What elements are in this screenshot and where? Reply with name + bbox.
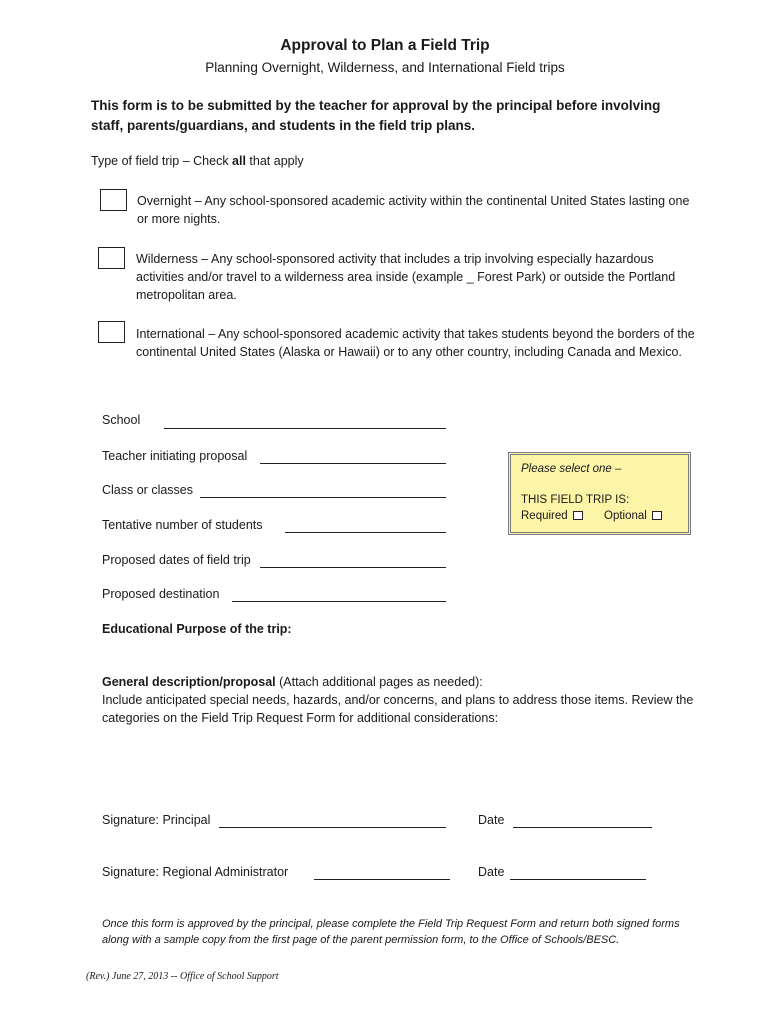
general-description-section: [102, 673, 702, 727]
principal-date-label: Date: [478, 813, 505, 827]
optional-label: Optional: [604, 510, 647, 522]
optional-option[interactable]: [604, 510, 662, 522]
class-input-line[interactable]: [200, 497, 446, 498]
trip-type-prefix: Type of field trip – Check: [91, 154, 233, 168]
destination-label: Proposed destination: [102, 587, 220, 601]
required-label: Required: [521, 510, 568, 522]
teacher-label: Teacher initiating proposal: [102, 449, 248, 463]
principal-date-line[interactable]: [513, 827, 652, 828]
intro-text: This form is to be submitted by the teacher for approval by the principal before involving staff, parents/guardians, and students in the field trip plans.: [91, 98, 661, 133]
page-subtitle: Planning Overnight, Wilderness, and International Field trips: [205, 60, 565, 75]
regional-signature-line[interactable]: [314, 879, 450, 880]
destination-input-line[interactable]: [232, 601, 446, 602]
dates-label: Proposed dates of field trip: [102, 553, 251, 567]
educational-purpose-heading: Educational Purpose of the trip:: [102, 622, 292, 636]
regional-signature-label: Signature: Regional Administrator: [102, 865, 289, 879]
regional-date-line[interactable]: [510, 879, 646, 880]
general-heading: General description/proposal: [102, 675, 276, 689]
general-body: Include anticipated special needs, hazards, and/or concerns, and plans to address those items. Review the categories on the Field Trip Request Form for additional considerations:: [102, 693, 694, 725]
closing-note: Once this form is approved by the principal, please complete the Field Trip Request Form and return both signed forms along with a sample copy from the first page of the parent permission form, to the Office of Schools/BESC.: [102, 918, 680, 946]
school-label: School: [102, 413, 141, 427]
overnight-option-text: Overnight – Any school-sponsored academic activity within the continental United States lasting one or more nights.: [137, 194, 690, 226]
principal-signature-label: Signature: Principal: [102, 813, 211, 827]
students-label: Tentative number of students: [102, 518, 263, 532]
regional-date-label: Date: [478, 865, 505, 879]
dates-input-line[interactable]: [260, 567, 446, 568]
school-input-line[interactable]: [164, 428, 446, 429]
wilderness-checkbox[interactable]: [98, 247, 125, 269]
trip-type-suffix: that apply: [245, 154, 304, 168]
required-optional-box: [508, 452, 691, 535]
revision-footer: (Rev.) June 27, 2013 -- Office of School Support: [86, 971, 279, 982]
principal-signature-line[interactable]: [219, 827, 446, 828]
international-option-text: International – Any school-sponsored academic activity that takes students beyond the borders of the continental United States (Alaska or Hawaii) or to any other country, including Canada and Mexico.: [136, 327, 695, 359]
general-heading-note: (Attach additional pages as needed):: [275, 675, 483, 689]
optional-checkbox[interactable]: [652, 511, 662, 520]
overnight-checkbox[interactable]: [100, 189, 127, 211]
select-heading: Please select one –: [521, 463, 622, 475]
wilderness-option-text: Wilderness – Any school-sponsored activity that includes a trip involving especially hazardous activities and/or travel to a wilderness area inside (example _ Forest Park) or outside the Portland metropolitan area.: [136, 252, 676, 302]
teacher-input-line[interactable]: [260, 463, 446, 464]
required-option[interactable]: [521, 510, 583, 522]
required-checkbox[interactable]: [573, 511, 583, 520]
students-input-line[interactable]: [285, 532, 446, 533]
trip-type-emphasis: all: [232, 154, 246, 168]
international-checkbox[interactable]: [98, 321, 125, 343]
field-trip-is-label: THIS FIELD TRIP IS:: [521, 494, 630, 506]
page-title: Approval to Plan a Field Trip: [280, 37, 490, 54]
class-label: Class or classes: [102, 483, 193, 497]
trip-type-instruction: [91, 154, 304, 168]
